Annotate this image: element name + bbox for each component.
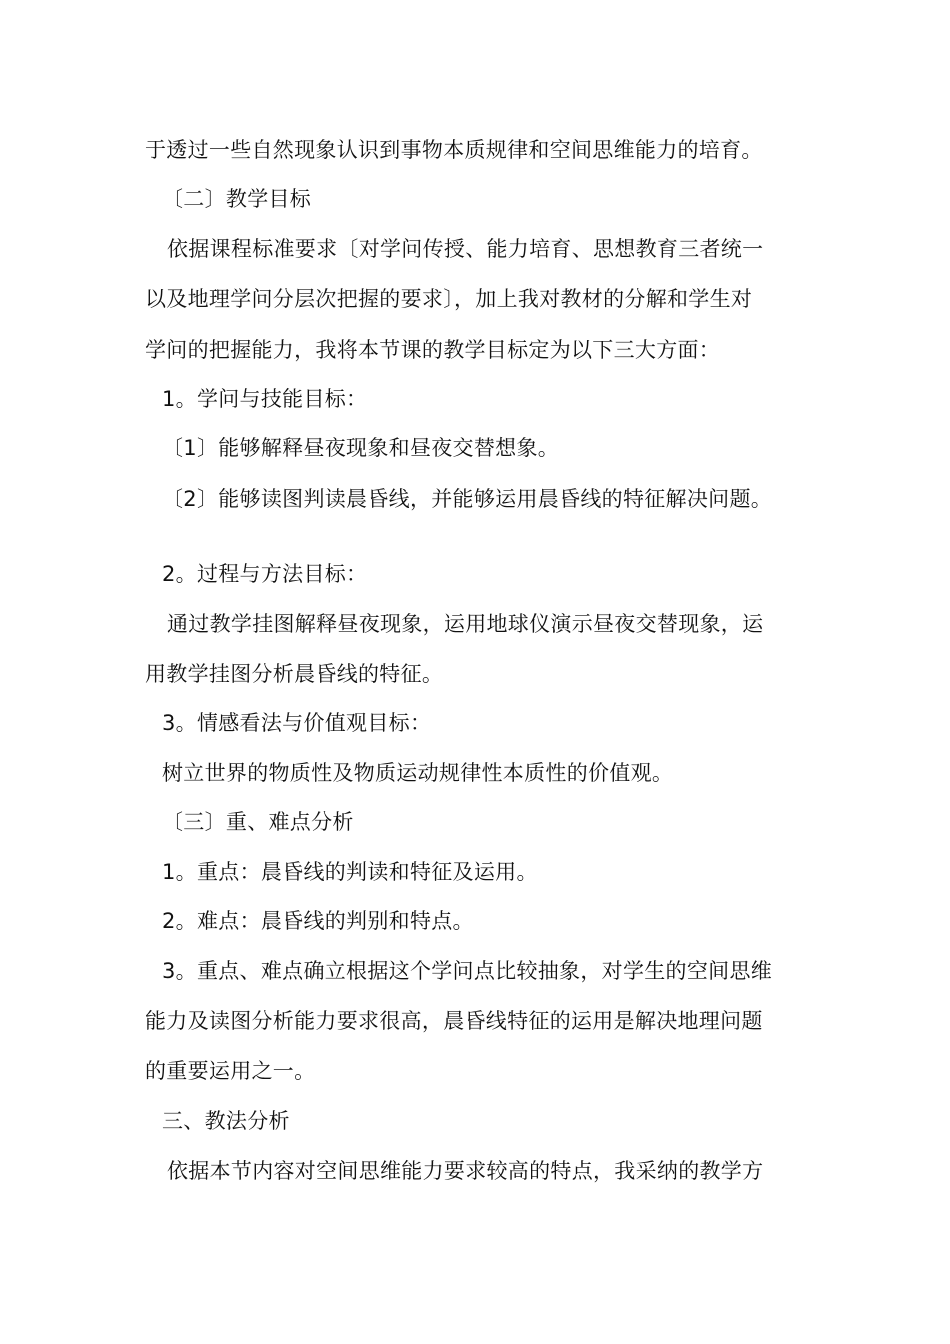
subheading: 2。过程与方法目标： [162,562,368,586]
section-heading: 〔三〕重、难点分析 [162,810,354,834]
body-text-line: 依据课程标准要求〔对学问传授、能力培育、思想教育三者统一 [167,237,764,261]
subheading: 3。情感看法与价值观目标： [162,711,432,735]
list-item: 2。难点：晨昏线的判别和特点。 [162,909,474,933]
body-text-line: 依据本节内容对空间思维能力要求较高的特点，我采纳的教学方 [167,1159,764,1183]
body-text-line: 能力及读图分析能力要求很高，晨昏线特征的运用是解决地理问题 [145,1009,763,1033]
body-text-line: 于透过一些自然现象认识到事物本质规律和空间思维能力的培育。 [145,138,763,162]
list-item: 〔1〕能够解释昼夜现象和昼夜交替想象。 [162,436,560,460]
list-item: 〔2〕能够读图判读晨昏线，并能够运用晨昏线的特征解决问题。 [162,487,773,511]
body-text-line: 通过教学挂图解释昼夜现象，运用地球仪演示昼夜交替现象，运 [167,612,764,636]
body-text-line: 树立世界的物质性及物质运动规律性本质性的价值观。 [162,761,674,785]
subheading: 1。学问与技能目标： [162,387,368,411]
body-text-line: 学问的把握能力，我将本节课的教学目标定为以下三大方面： [145,338,721,362]
section-heading: 三、教法分析 [162,1109,290,1133]
section-heading: 〔二〕教学目标 [162,187,312,211]
body-text-line: 用教学挂图分析晨昏线的特征。 [145,662,444,686]
list-item: 1。重点：晨昏线的判读和特征及运用。 [162,860,538,884]
body-text-line: 以及地理学问分层次把握的要求〕，加上我对教材的分解和学生对 [145,287,753,311]
list-item: 3。重点、难点确立根据这个学问点比较抽象，对学生的空间思维 [162,959,773,983]
body-text-line: 的重要运用之一。 [145,1059,316,1083]
